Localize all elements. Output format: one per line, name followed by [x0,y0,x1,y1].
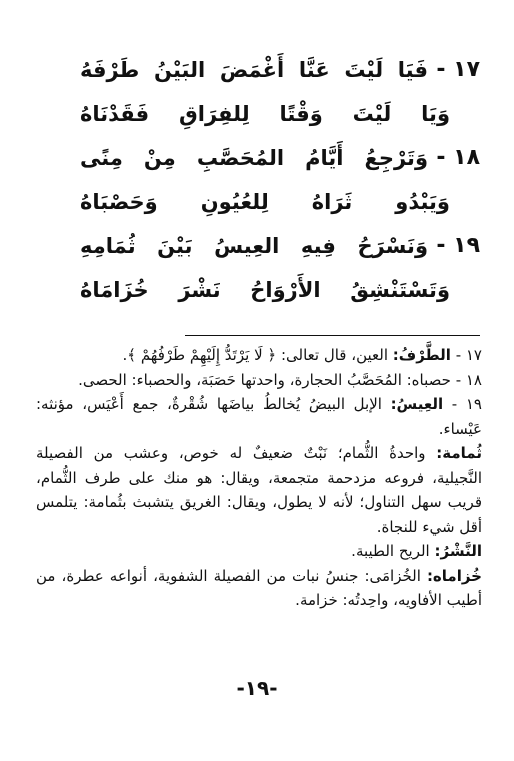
footnote-text: الخُزامَى: جنسُ نبات من الفصيلة الشفوية، أنواعه عطرة، من أطيب الأفاويه، واحِدتُه: خزامة. [36,566,482,609]
verse-hemistich: فَيَا لَيْتَ عَنَّا أَغْمَضَ البَيْنُ طَرْفَهُ [80,58,428,82]
footnote-19 [36,392,482,441]
footnote-text: الريح الطيبة. [351,542,435,560]
footnote-keyword: العِيسُ: [390,395,444,413]
footnote-number: ١٩ - [451,395,482,413]
verse-hemistich: وَتَرْجِعُ أَيَّامُ المُحَصَّبِ مِنْ مِنًى [80,146,428,170]
verse-17-first [80,48,480,92]
footnote-text: العين، قال تعالى: ﴿ لَا يَرْتَدُّ إِلَيْهِمْ طَرْفُهُمْ ﴾. [122,346,393,364]
verse-hemistich: وَيَبْدُو ثَرَاهُ لِلعُيُونِ وَحَصْبَاهُ [80,190,450,214]
poem-verses [80,48,480,312]
footnote-keyword: الطَّرْفُ: [392,346,451,364]
footnote-separator [185,335,480,336]
footnote-khuzama [36,564,482,613]
footnote-keyword: النَّشْرُ: [434,542,482,560]
verse-hemistich: وَيَا لَيْتَ وَقْتًا لِلفِرَاقِ فَقَدْنَاهُ [80,102,450,126]
footnotes [36,343,482,613]
footnote-text: الإبل البيضُ يُخالطُ بياضَها شُقْرةٌ، جمع أَعْيَس، مؤنثه: عَيْساء. [36,395,482,438]
footnote-number: ١٧ - [455,346,482,364]
verse-hemistich: وَنَسْرَحُ فِيهِ العِيسُ بَيْنَ ثُمَامِهِ [80,234,428,258]
verse-number: ١٧ - [436,57,480,82]
footnote-17 [36,343,482,368]
verse-hemistich: وَتَسْتَنْشِقُ الأَرْوَاحُ نَشْرَ خُزَامَاهُ [80,278,450,302]
footnote-nashr [36,539,482,564]
footnote-keyword: ثُمامة: [436,444,482,462]
footnote-number: ١٨ - [455,370,482,389]
verse-19-first [80,224,480,268]
footnote-18 [36,368,482,393]
verse-18-first [80,136,480,180]
verse-19-second [80,268,480,312]
verse-18-second [80,180,480,224]
verse-17-second [80,92,480,136]
footnote-thumama [36,441,482,539]
footnote-text: حصباه: المُحَصَّبُ الحجارة، واحدتها حَصَبَة، والحصباء: الحصى. [78,370,456,389]
verse-number: ١٨ - [436,145,480,170]
footnote-text: واحدةُ الثُّمام؛ نَبْتٌ ضعيفٌ له خوص، وعشب من الفصيلة النَّجيلية، فروعه مزدحمة متجمعة، ويقال: هو منك على طرف الثُّمام، قريب سهل التناول؛ لأنه لا يطول، ويقال: الغريق يتشبث بثُمامة: يتلمس أقل شيء للنجاة. [36,444,482,536]
verse-number: ١٩ - [436,233,480,258]
footnote-keyword: خُزاماه: [426,566,482,585]
page-number: -١٩- [236,676,278,700]
